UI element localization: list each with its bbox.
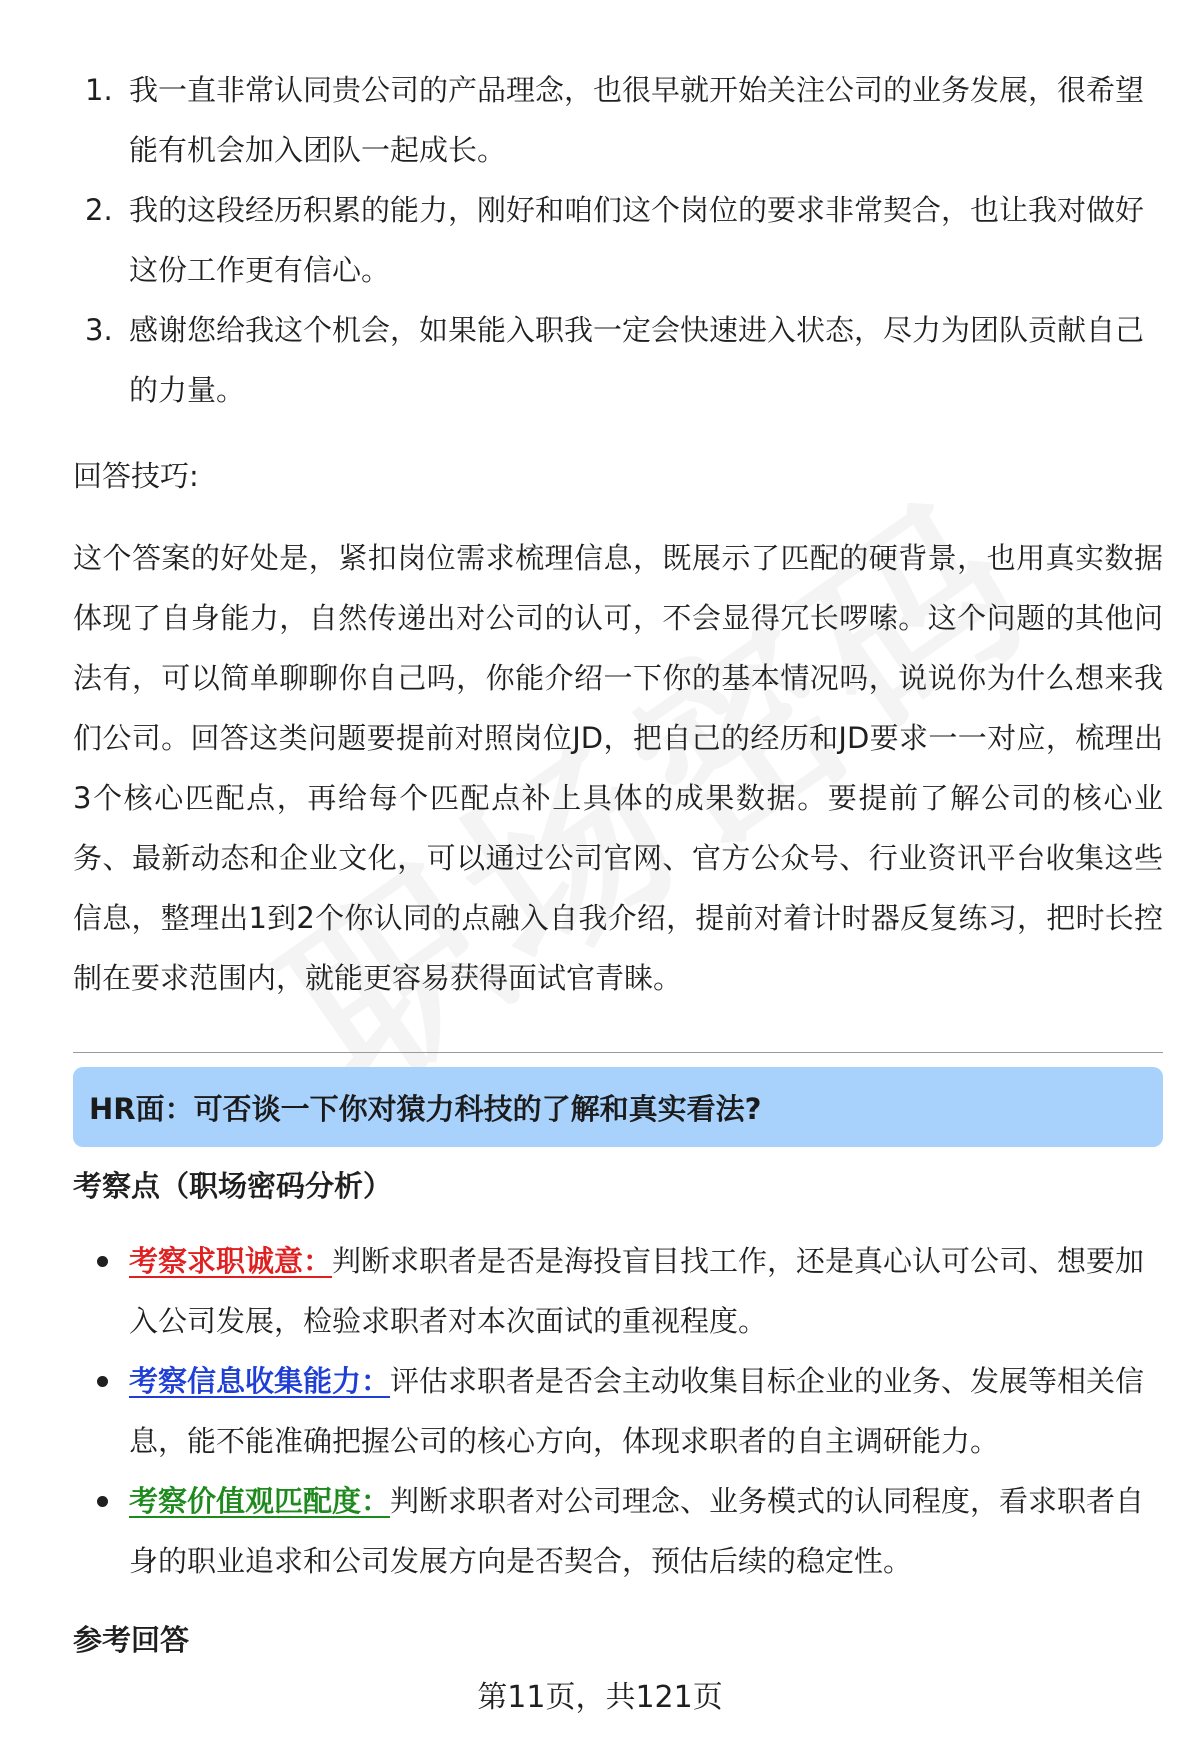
hr-question-box [73,1067,1163,1147]
list-number: 1. [85,73,113,107]
list-text: 感谢您给我这个机会，如果能入职我一定会快速进入状态，尽力为团队贡献自己的力量。 [129,313,1145,407]
tips-label: 回答技巧: [73,459,199,493]
list-item [73,180,1163,300]
bullet-label: 考察价值观匹配度： [129,1484,391,1518]
list-text: 我一直非常认同贵公司的产品理念，也很早就开始关注公司的业务发展，很希望能有机会加入团队一起成长。 [129,73,1145,167]
bullet-text: 判断求职者对公司理念、业务模式的认同程度，看求职者自身的职业追求和公司发展方向是否契合，预估后续的稳定性。 [129,1484,1145,1578]
list-number: 3. [85,313,113,347]
bullet-dot-icon [97,1496,108,1507]
list-item [73,300,1163,420]
bullet-text: 评估求职者是否会主动收集目标企业的业务、发展等相关信息，能不能准确把握公司的核心方向，体现求职者的自主调研能力。 [129,1364,1145,1458]
section-divider [73,1052,1163,1053]
bullet-dot-icon [97,1256,108,1267]
bullet-item [73,1471,1163,1591]
list-text: 我的这段经历积累的能力，刚好和咱们这个岗位的要求非常契合，也让我对做好这份工作更有信心。 [129,193,1145,287]
bullet-label: 考察信息收集能力： [129,1364,391,1398]
list-number: 2. [85,193,113,227]
tips-paragraph: 这个答案的好处是，紧扣岗位需求梳理信息，既展示了匹配的硬背景，也用真实数据体现了自身能力，自然传递出对公司的认可，不会显得冗长啰嗦。这个问题的其他问法有，可以简单聊聊你自己吗，你能介绍一下你的基本情况吗，说说你为什么想来我们公司。回答这类问题要提前对照岗位JD，把自己的经历和JD要求一一对应，梳理出3个核心匹配点，再给每个匹配点补上具体的成果数据。要提前了解公司的核心业务、最新动态和企业文化，可以通过公司官网、官方公众号、行业资讯平台收集这些信息，整理出1到2个你认同的点融入自我介绍，提前对着计时器反复练习，把时长控制在要求范围内，就能更容易获得面试官青睐。 [73,541,1163,995]
bullet-item [73,1351,1163,1471]
page-number: 第11页，共121页 [477,1680,723,1715]
page-content [73,60,1163,1665]
bullet-text: 判断求职者是否是海投盲目找工作，还是真心认可公司、想要加入公司发展，检验求职者对本次面试的重视程度。 [129,1244,1145,1338]
list-item [73,60,1163,180]
numbered-list [73,60,1163,420]
section-title: 考察点（职场密码分析） [73,1169,393,1203]
bullet-item [73,1231,1163,1351]
bullet-dot-icon [97,1376,108,1387]
reference-title: 参考回答 [73,1623,190,1657]
hr-question: HR面：可否谈一下你对猿力科技的了解和真实看法? [89,1091,762,1126]
bullet-label: 考察求职诚意： [129,1244,333,1278]
bullet-list [73,1231,1163,1591]
